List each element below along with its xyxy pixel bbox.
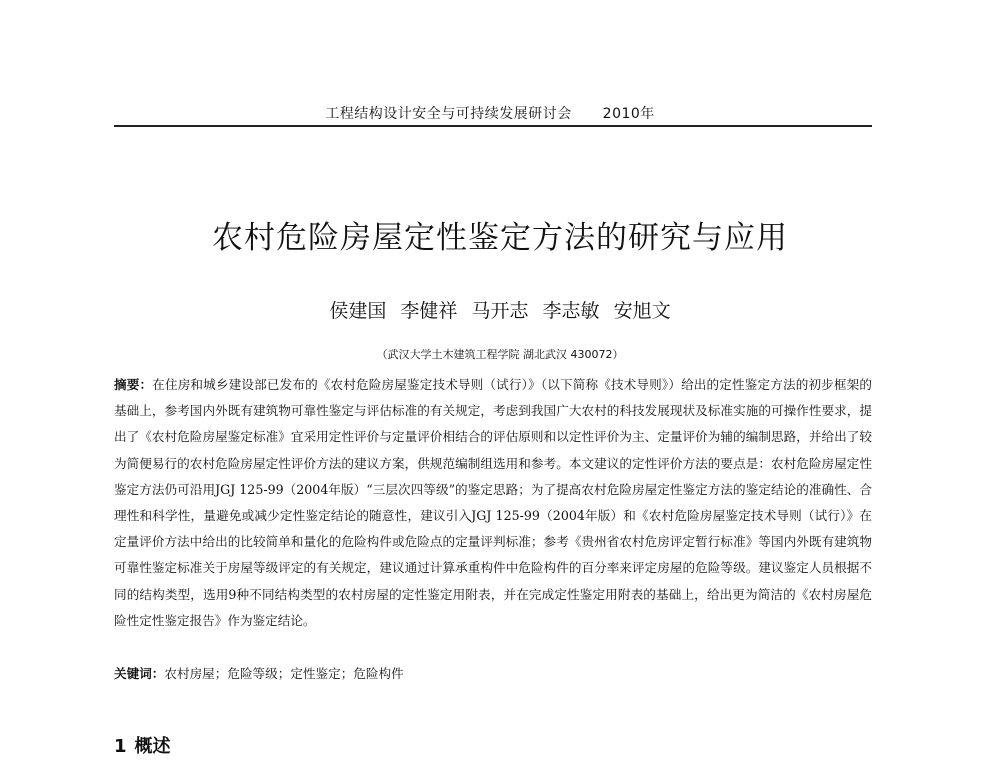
keywords-text: 农村房屋；危险等级；定性鉴定；危险构件 [164, 666, 404, 681]
running-header [120, 103, 860, 123]
conference-name: 工程结构设计安全与可持续发展研讨会 [325, 106, 572, 122]
section-title: 概述 [134, 736, 171, 757]
section-heading [114, 732, 171, 758]
affiliation: （武汉大学土木建筑工程学院 湖北武汉 430072） [376, 348, 624, 361]
abstract-text: 在住房和城乡建设部已发布的《农村危险房屋鉴定技术导则（试行）》（以下简称《技术导则》）给出的定性鉴定方法的初步框架的基础上，参考国内外既有建筑物可靠性鉴定与评估标准的有关规定，考虑到我国广大农村的科技发展现状及标准实施的可操作性要求，提出了《农村危险房屋鉴定标准》宜采用定性评价与定量评价相结合的评估原则和以定性评价为主、定量评价为辅的编制思路，并给出了较为简便易行的农村危险房屋定性评价方法的建议方案，供规范编制组选用和参考。本文建议的定性评价方法的要点是：农村危险房屋定性鉴定方法仍可沿用JGJ 125-99（2004年版）“三层次四等级”的鉴定思路；为了提高农村危险房屋定性鉴定方法的鉴定结论的准确性、合理性和科学性，量避免或减少定性鉴定结论的随意性，建议引入JGJ 125-99（2004年版）和《农村危险房屋鉴定技术导则（试行）》在定量评价方法中给出的比较简单和量化的危险构件或危险点的定量评判标准；参考《贵州省农村危房评定暂行标准》等国内外既有建筑物可靠性鉴定标准关于房屋等级评定的有关规定，建议通过计算承重构件中危险构件的百分率来评定房屋的危险等级。建议鉴定人员根据不同的结构类型，选用9种不同结构类型的农村房屋的定性鉴定用附表，并在完成定性鉴定用附表的基础上，给出更为简洁的《农村房屋危险性定性鉴定报告》作为鉴定结论。 [114, 377, 872, 628]
author-list [0, 296, 1000, 323]
keywords-label: 关键词： [114, 666, 165, 681]
author: 李健祥 [400, 300, 458, 322]
paper-title: 农村危险房屋定性鉴定方法的研究与应用 [212, 220, 788, 256]
author: 马开志 [471, 300, 529, 322]
section-number: 1 [114, 736, 127, 757]
header-rule [114, 125, 872, 127]
abstract [114, 372, 872, 634]
conference-year: 2010年 [602, 106, 655, 122]
abstract-label: 摘要： [114, 377, 153, 392]
author: 安旭文 [613, 300, 671, 322]
keywords [114, 664, 872, 684]
author: 侯建国 [329, 300, 387, 322]
author: 李志敏 [542, 300, 600, 322]
